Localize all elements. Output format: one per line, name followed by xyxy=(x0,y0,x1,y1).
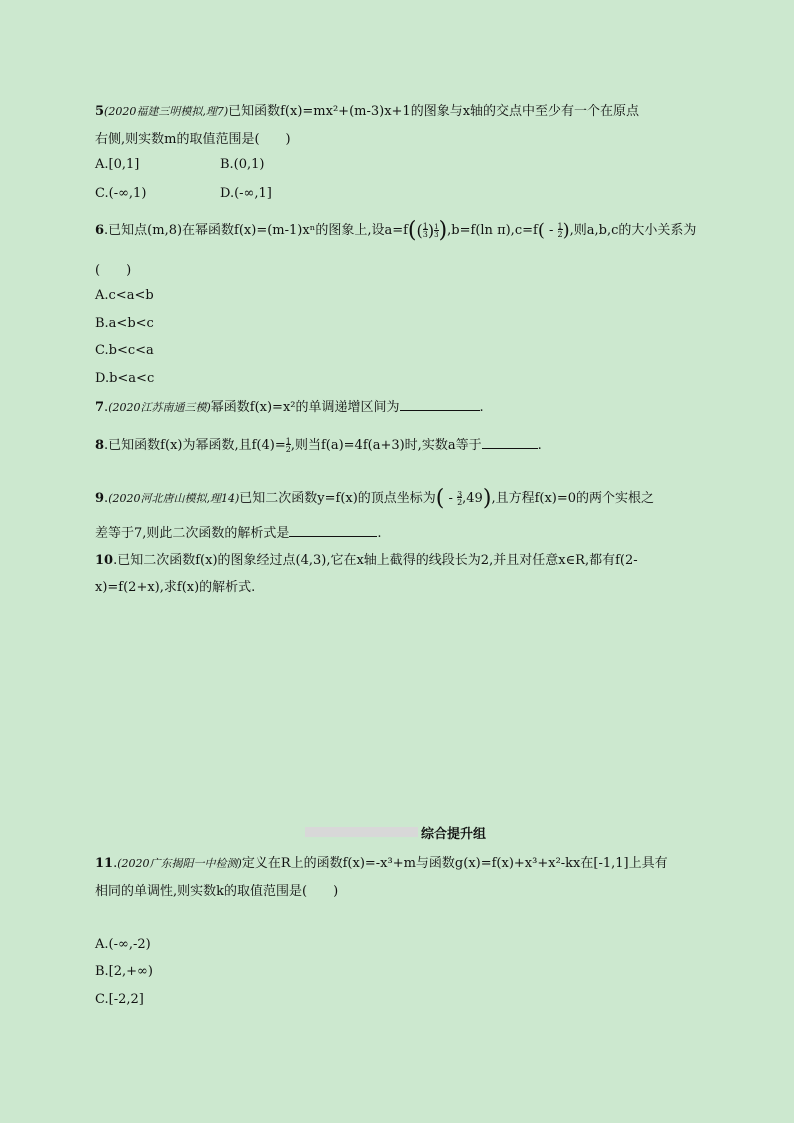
q6-fraction-one-half: $\frac{1}{2}$ xyxy=(557,221,563,239)
q11-text-line2: 相同的单调性,则实数k的取值范围是( ) xyxy=(95,884,339,899)
q6-text-a: .已知点(m,8)在幂函数f(x)=(m-1)xⁿ的图象上,设a=f xyxy=(104,223,408,238)
q11-option-c: C.[-2,2] xyxy=(95,992,144,1007)
q9-answer-blank xyxy=(289,524,377,537)
q8-end: . xyxy=(537,438,542,453)
q9-text-line2: 差等于7,则此二次函数的解析式是 xyxy=(95,526,290,541)
q9-paren-open: ( xyxy=(435,486,445,511)
q6-inner-paren-open: ( xyxy=(416,221,423,240)
q11-source: (2020广东揭阳一中检测) xyxy=(117,857,242,870)
q6-option-d: D.b<a<c xyxy=(95,371,155,386)
q7-number: 7 xyxy=(95,400,105,415)
q6-number: 6 xyxy=(95,223,105,238)
q9-number: 9 xyxy=(95,491,105,506)
q9-paren-close: ) xyxy=(482,486,492,511)
q6-paren-open: ( xyxy=(407,218,417,243)
q5-option-a: A.[0,1] xyxy=(95,157,140,172)
q6-exponent-one-third: $\frac{1}{3}$ xyxy=(434,222,439,239)
q6-fraction-one-third: $\frac{1}{3}$ xyxy=(422,221,428,239)
q8-line xyxy=(95,436,542,454)
q11-text-line1: 定义在R上的函数f(x)=-x³+m与函数g(x)=f(x)+x³+x²-kx在[-1,1]上具有 xyxy=(241,856,668,871)
q10-line1 xyxy=(95,552,638,569)
q5-option-d: D.(-∞,1] xyxy=(220,186,272,201)
q11-option-b: B.[2,+∞) xyxy=(95,964,153,979)
q5-source: (2020福建三明模拟,理7) xyxy=(104,105,229,118)
q5-line1 xyxy=(95,103,639,120)
q10-number: 10 xyxy=(95,553,114,568)
q5-number: 5 xyxy=(95,104,105,119)
q11-option-a: A.(-∞,-2) xyxy=(95,937,151,952)
q6-c-paren-open: ( xyxy=(537,220,545,241)
q8-fraction-one-half: $\frac{1}{2}$ xyxy=(285,436,291,454)
q6-option-a: A.c<a<b xyxy=(95,288,154,303)
q11-number: 11 xyxy=(95,856,114,871)
q6-answer-paren: ( ) xyxy=(95,263,132,278)
q8-text-b: ,则当f(a)=4f(a+3)时,实数a等于 xyxy=(290,438,482,453)
q5-text-line1: 已知函数f(x)=mx²+(m-3)x+1的图象与x轴的交点中至少有一个在原点 xyxy=(228,104,640,119)
q9-line2 xyxy=(95,524,382,542)
section-title: 综合提升组 xyxy=(421,827,487,842)
q9-end: . xyxy=(377,526,382,541)
q11-line1: 11.(2020广东揭阳一中检测)定义在R上的函数f(x)=-x³+m与函数g(x)=f(x)+x³+x²-kx在[-1,1]上具有 xyxy=(95,856,668,871)
q8-text-a: .已知函数f(x)为幂函数,且f(4)= xyxy=(104,438,286,453)
q8-number: 8 xyxy=(95,438,105,453)
q5-option-c: C.(-∞,1) xyxy=(95,186,147,201)
q5-text-line2: 右侧,则实数m的取值范围是( ) xyxy=(95,132,291,147)
q9-fraction-three-halves: $\frac{3}{2}$ xyxy=(457,489,463,507)
q7-answer-blank xyxy=(400,398,480,411)
q9-text-a: 已知二次函数y=f(x)的顶点坐标为 xyxy=(239,491,436,506)
q7-line: 7.(2020江苏南通三模)幂函数f(x)=x²的单调递增区间为 . xyxy=(95,400,484,415)
q6-text-b: ,b=f(ln π),c=f xyxy=(447,223,538,238)
q6-option-c: C.b<c<a xyxy=(95,343,154,358)
q10-text-line1: .已知二次函数f(x)的图象经过点(4,3),它在x轴上截得的线段长为2,并且对任意x∈R,都有f(2- xyxy=(113,553,638,568)
q9-source: (2020河北唐山模拟,理14) xyxy=(108,492,240,505)
q7-text: 幂函数f(x)=x²的单调递增区间为 xyxy=(210,400,400,415)
section-divider-bar xyxy=(305,827,418,837)
q7-end: . xyxy=(479,400,484,415)
q10-text-line2: x)=f(2+x),求f(x)的解析式. xyxy=(95,580,256,595)
q6-c-paren-close: ) xyxy=(562,220,570,241)
q6-paren-close: ) xyxy=(438,218,448,243)
q6-option-b: B.a<b<c xyxy=(95,316,154,331)
q6-line1: 6.已知点(m,8)在幂函数f(x)=(m-1)xⁿ的图象上,设$a=f((\frac{1}{3})\frac{1}{3}),b=f(\ln$ $\pi),c=f( - \frac{1}{2})$,则a,b,c的大小关系为 xyxy=(95,218,697,243)
q5-option-b: B.(0,1) xyxy=(220,157,265,172)
q9-text-b: ,且方程f(x)=0的两个实根之 xyxy=(491,491,655,506)
q6-inner-paren-close: ) xyxy=(427,221,435,240)
q7-source: (2020江苏南通三模) xyxy=(108,401,211,414)
q6-text-c: ,则a,b,c的大小关系为 xyxy=(569,223,697,238)
q9-line1: 9.(2020河北唐山模拟,理14)已知二次函数y=f(x)的顶点坐标为( - $\frac{3}{2},49$),且方程f(x)=0的两个实根之 xyxy=(95,486,655,511)
q8-answer-blank xyxy=(482,436,538,449)
q9-point-y: ,49 xyxy=(462,491,483,506)
